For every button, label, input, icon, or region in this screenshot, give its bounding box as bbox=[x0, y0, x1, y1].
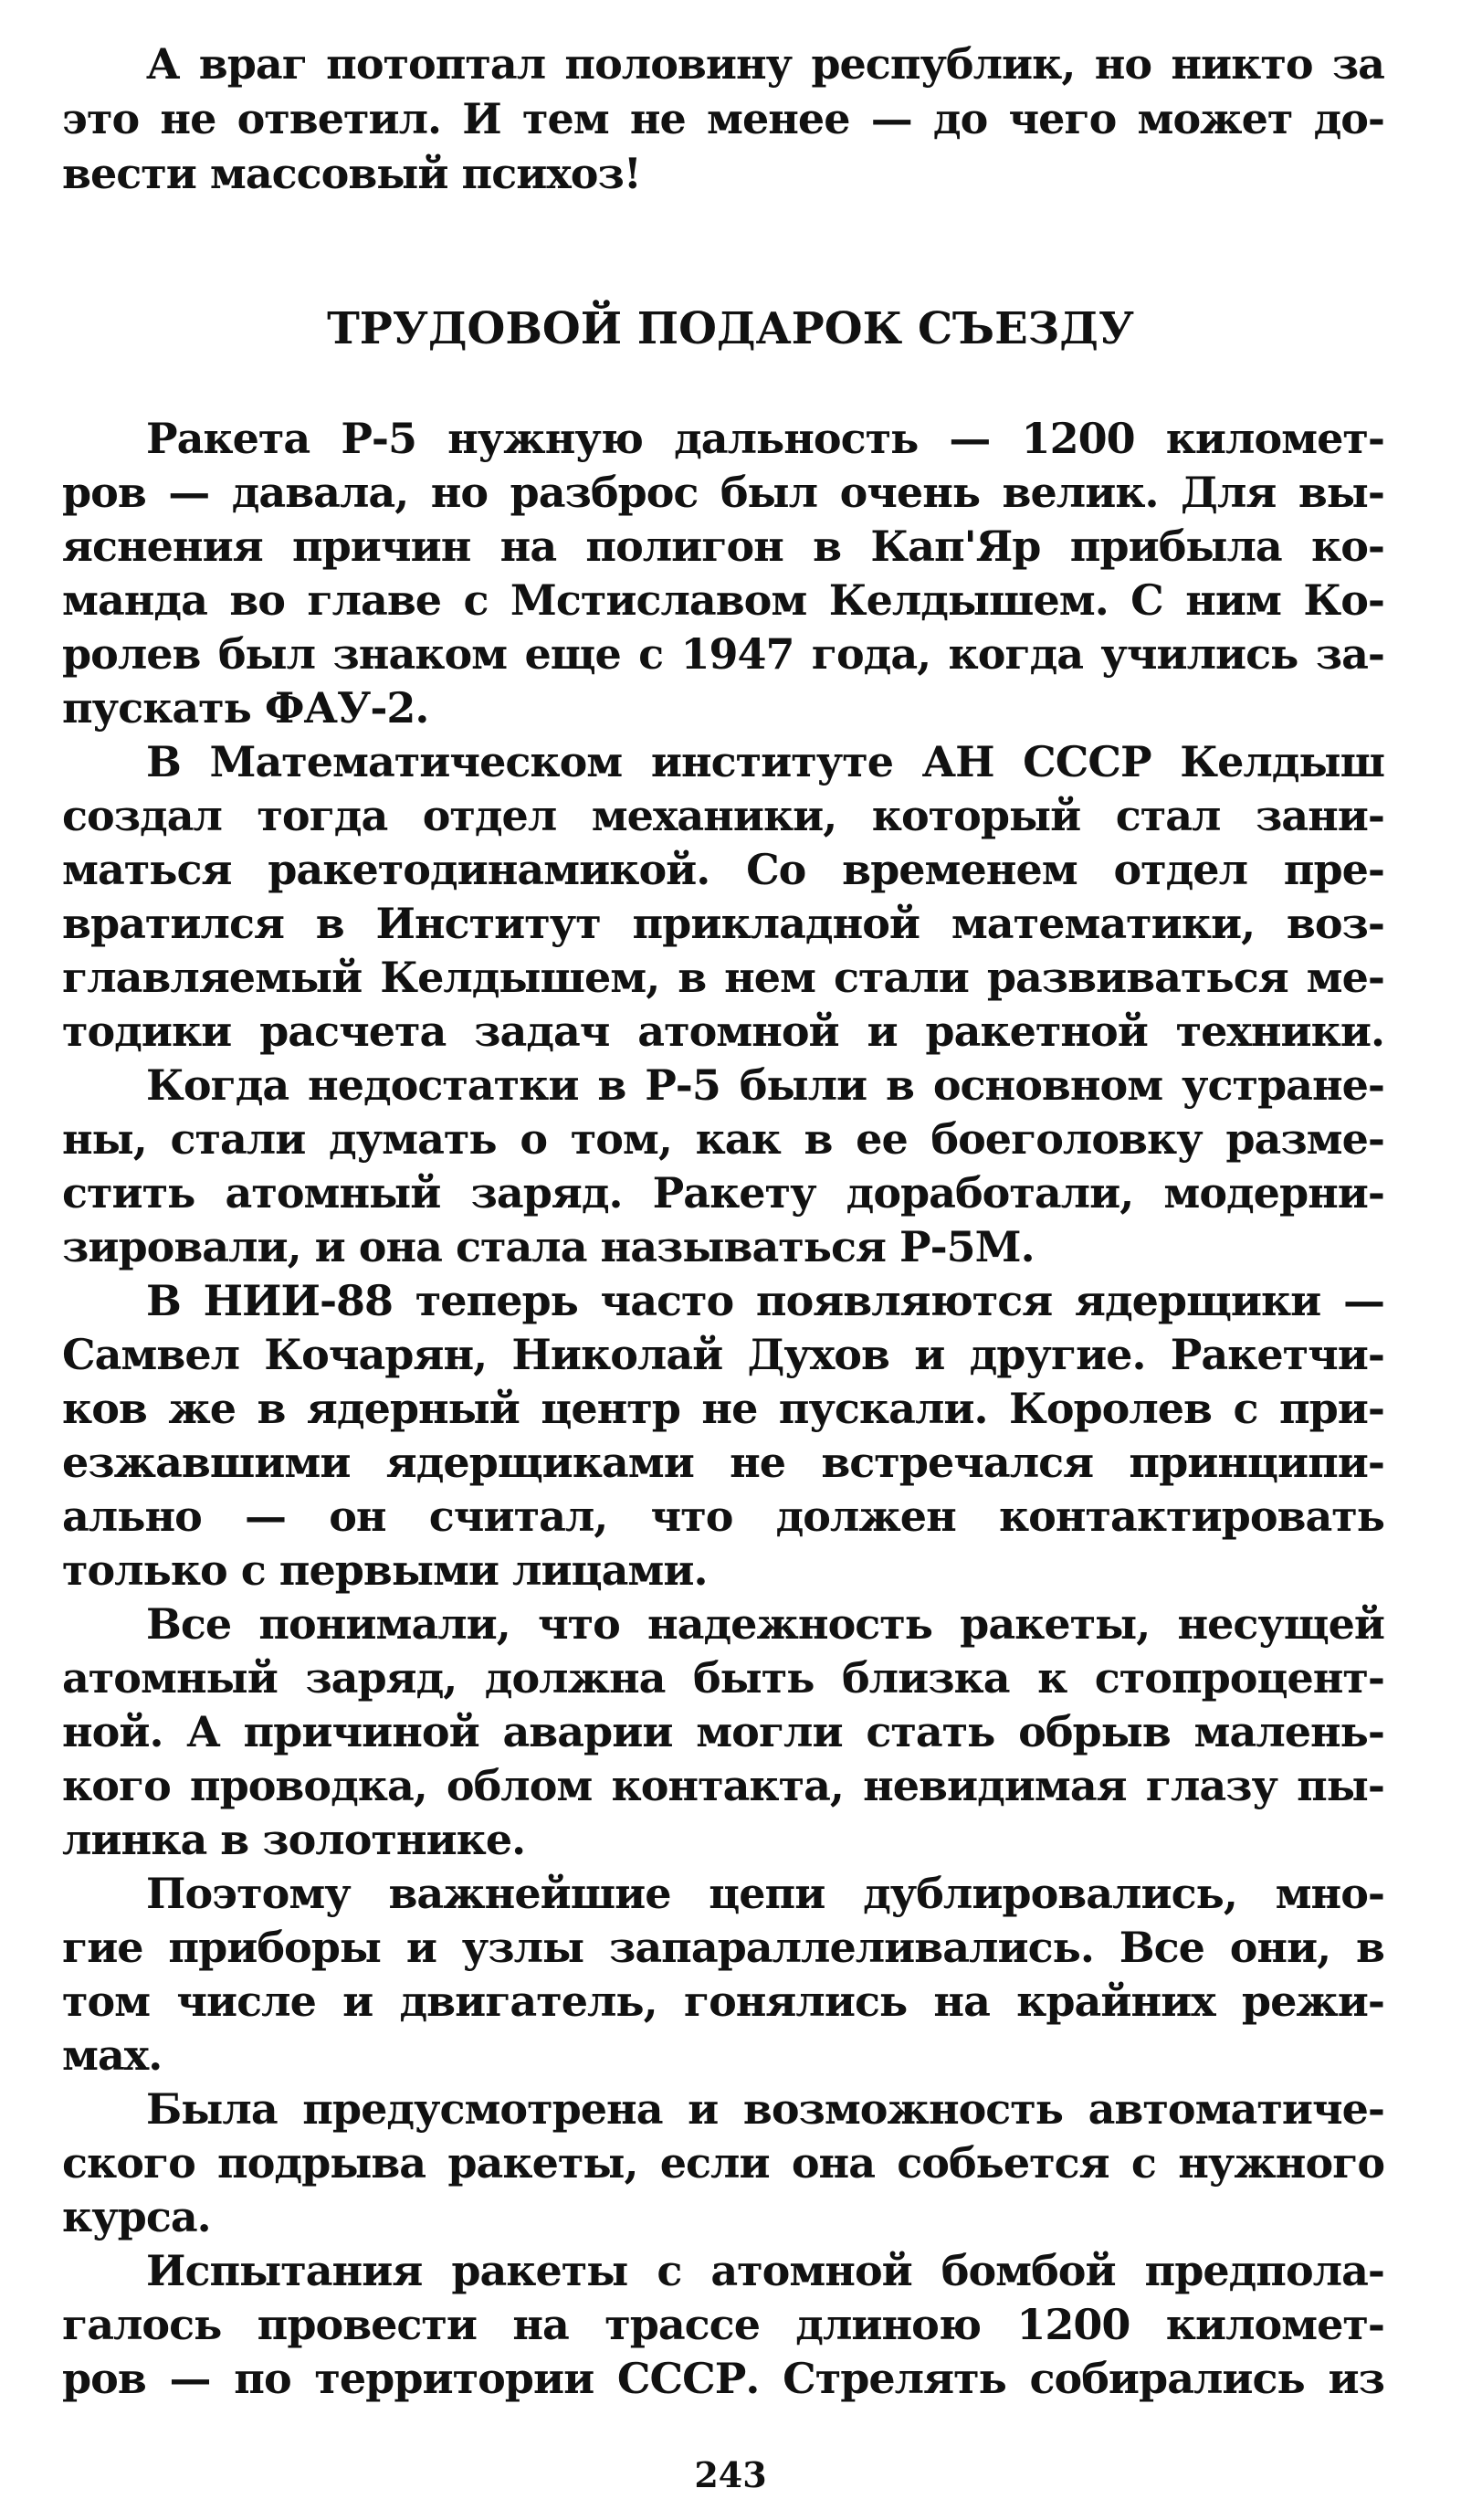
text-line: Была предусмотрена и возможность автоматиче- bbox=[146, 2084, 1384, 2134]
text-line: кого проводка, облом контакта, невидимая глазу пы- bbox=[62, 1761, 1384, 1810]
text-line: зировали, и она стала называться Р-5М. bbox=[62, 1222, 1035, 1271]
text-line: галось провести на трассе длиною 1200 километ- bbox=[62, 2300, 1384, 2349]
text-line: создал тогда отдел механики, который стал зани- bbox=[62, 791, 1384, 840]
text-line: Ракета Р-5 нужную дальность — 1200 километ- bbox=[146, 414, 1384, 463]
text-line: тодики расчета задач атомной и ракетной техники. bbox=[62, 1007, 1384, 1056]
text-line: манда во главе с Мстиславом Келдышем. С ним Ко- bbox=[62, 575, 1384, 625]
text-line: В НИИ-88 теперь часто появляются ядерщики — bbox=[146, 1276, 1384, 1325]
text-line: курса. bbox=[62, 2192, 211, 2241]
text-line: Когда недостатки в Р-5 были в основном устране- bbox=[146, 1060, 1384, 1110]
text-line: ролев был знаком еще с 1947 года, когда учились за- bbox=[62, 629, 1384, 679]
page-number: 243 bbox=[694, 2454, 767, 2495]
text-line: ского подрыва ракеты, если она собьется с нужного bbox=[62, 2138, 1384, 2188]
text-line: ров — давала, но разброс был очень велик. Для вы- bbox=[62, 468, 1384, 517]
text-line: мах. bbox=[62, 2030, 163, 2080]
text-line: маться ракетодинамикой. Со временем отдел пре- bbox=[62, 845, 1384, 894]
text-line: вести массовый психоз! bbox=[62, 149, 641, 198]
text-line: это не ответил. И тем не менее — до чего может до- bbox=[62, 94, 1384, 143]
text-line: гие приборы и узлы запараллеливались. Все они, в bbox=[62, 1923, 1384, 1972]
text-line: пускать ФАУ-2. bbox=[62, 683, 429, 733]
text-line: ров — по территории СССР. Стрелять собирались из bbox=[62, 2354, 1384, 2403]
text-line: яснения причин на полигон в Кап'Яр прибыла ко- bbox=[62, 522, 1384, 571]
text-line: том числе и двигатель, гонялись на крайних режи- bbox=[62, 1977, 1384, 2026]
text-line: Испытания ракеты с атомной бомбой предпола- bbox=[146, 2246, 1384, 2295]
text-line: ной. А причиной аварии могли стать обрыв малень- bbox=[62, 1707, 1384, 1756]
text-line: В Математическом институте АН СССР Келдыш bbox=[146, 737, 1384, 786]
text-line: ны, стали думать о том, как в ее боеголовку разме- bbox=[62, 1114, 1384, 1164]
text-line: атомный заряд, должна быть близка к стопроцент- bbox=[62, 1653, 1384, 1703]
text-line: только с первыми лицами. bbox=[62, 1545, 708, 1595]
text-line: стить атомный заряд. Ракету доработали, модерни- bbox=[62, 1168, 1384, 1218]
text-line: ков же в ядерный центр не пускали. Королев с при- bbox=[62, 1384, 1384, 1433]
text-line: Поэтому важнейшие цепи дублировались, мно- bbox=[146, 1869, 1384, 1918]
text-line: главляемый Келдышем, в нем стали развиваться ме- bbox=[62, 953, 1384, 1002]
text-line: ально — он считал, что должен контактировать bbox=[62, 1492, 1384, 1541]
text-line: Все понимали, что надежность ракеты, несущей bbox=[146, 1599, 1384, 1649]
text-line: Самвел Кочарян, Николай Духов и другие. Ракетчи- bbox=[62, 1330, 1384, 1379]
section-heading: ТРУДОВОЙ ПОДАРОК СЪЕЗДУ bbox=[327, 303, 1134, 354]
text-line: линка в золотнике. bbox=[62, 1815, 526, 1864]
text-line: вратился в Институт прикладной математики, воз- bbox=[62, 899, 1384, 948]
text-line: А враг потоптал половину республик, но никто за bbox=[146, 39, 1384, 89]
text-line: езжавшими ядерщиками не встречался принципи- bbox=[62, 1438, 1384, 1487]
